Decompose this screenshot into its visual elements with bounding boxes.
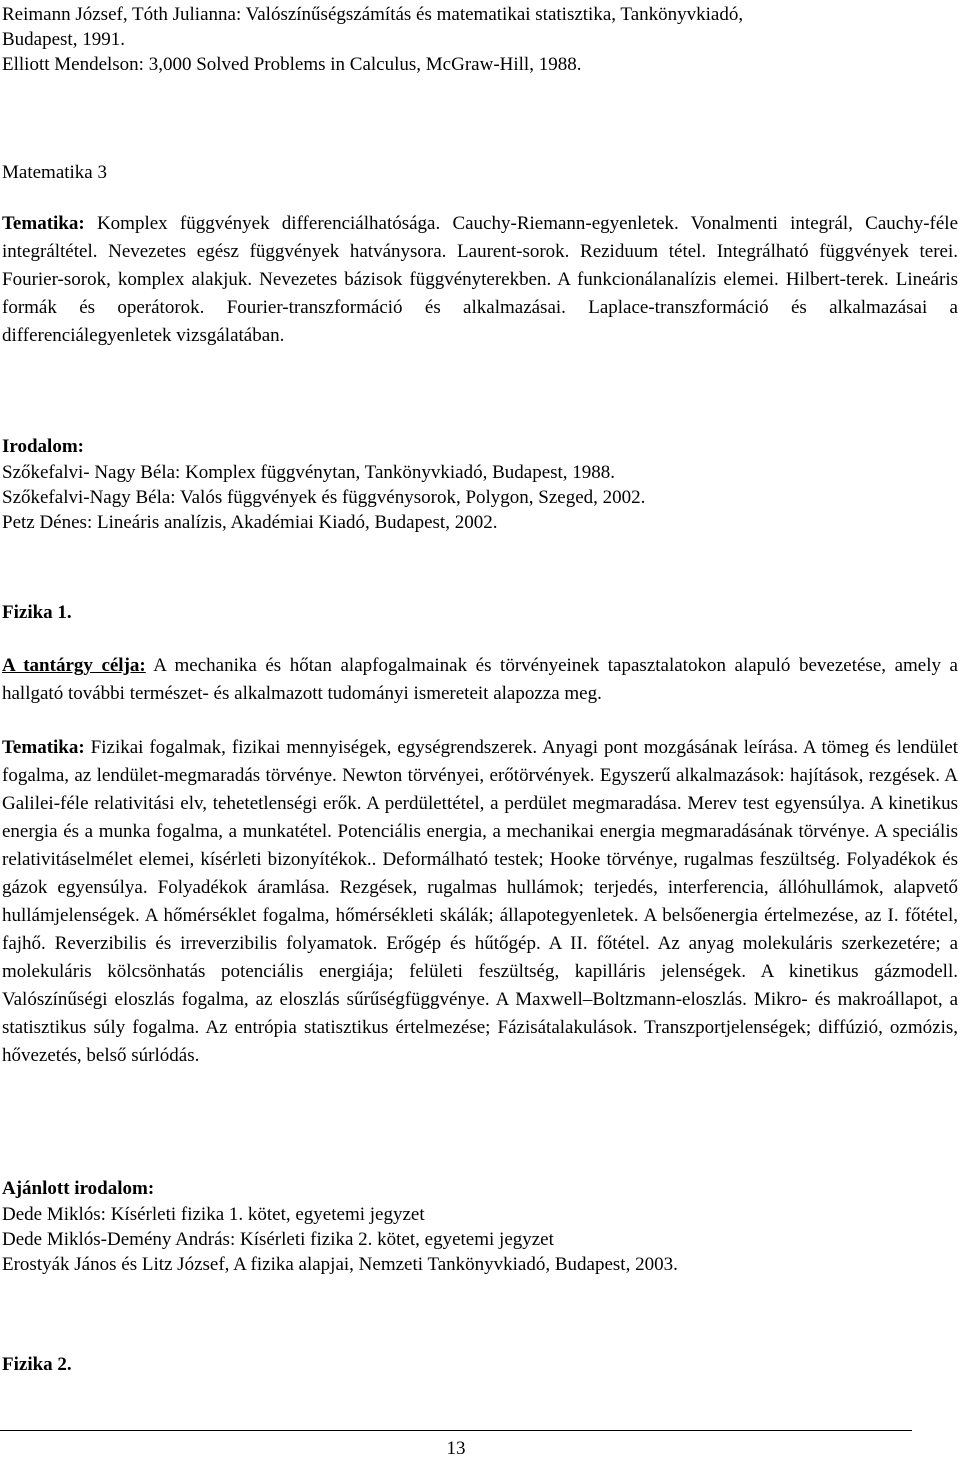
tematika-text: Komplex függvények differenciálhatósága. Cauchy-Riemann-egyenletek. Vonalmenti integrál, Cauchy-féle integráltétel. Nevezetes egész függvények hatványsora. Laurent-sorok. Reziduum tétel. Integrálható függvények terei. Fourier-sorok, komplex alakjuk. Nevezetes bázisok függvényterekben. A funkcionálanalízis elemei. Hilbert-terek. Lineáris formák és operátorok. Fourier-transzformáció és alkalmazásai. Laplace-transzformáció és alkalmazásai a differenciálegyenletek vizsgálatában. — [2, 213, 958, 346]
irodalom-label: Irodalom: — [2, 436, 84, 457]
reference-line: Elliott Mendelson: 3,000 Solved Problems in Calculus, McGraw-Hill, 1988. — [2, 54, 582, 75]
section-title-fizika2: Fizika 2. — [2, 1354, 72, 1375]
reference-line: Szőkefalvi- Nagy Béla: Komplex függvénytan, Tankönyvkiadó, Budapest, 1988. — [2, 462, 616, 483]
tematika-text: Fizikai fogalmak, fizikai mennyiségek, egységrendszerek. Anyagi pont mozgásának leírása. A tömeg és lendület fogalma, az lendület-megmaradás törvénye. Newton törvényei, erőtörvények. Egyszerű alkalmazások: hajítások, rezgések. A Galilei-féle relativitási elv, tehetetlenségi erők. A perdülettétel, a perdület megmaradása. Merev test egyensúlya. A kinetikus energia és a munka fogalma, a munkatétel. Potenciális energia, a mechanikai energia megmaradásának törvénye. A speciális relativitáselmélet elemei, kísérleti bizonyítékok.. Deformálható testek; Hooke törvénye, rugalmas feszültség. Folyadékok és gázok egyensúlya. Folyadékok áramlása. Rezgések, rugalmas hullámok; terjedés, interferencia, állóhullámok, alapvető hullámjelenségek. A hőmérséklet fogalma, hőmérsékleti skálák; állapotegyenletek. A belsőenergia értelmezése, az I. főtétel, fajhő. Reverzibilis és irreverzibilis folyamatok. Erőgép és hűtőgép. A II. főtétel. Az anyag molekuláris szerkezetére; a molekuláris kölcsönhatás potenciális energiája; felületi feszültség, kapilláris jelenségek. A kinetikus gázmodell. Valószínűségi eloszlás fogalma, az eloszlás sűrűségfüggvénye. A Maxwell–Boltzmann-eloszlás. Mikro- és makroállapot, a statisztikus súly fogalma. Az entrópia statisztikus értelmezése; Fázisátalakulások. Transzportjelenségek; diffúzió, ozmózis, hővezetés, belső súrlódás. — [2, 737, 958, 1066]
reference-line: Dede Miklós-Demény András: Kísérleti fizika 2. kötet, egyetemi jegyzet — [2, 1229, 554, 1250]
celja-text: A mechanika és hőtan alapfogalmainak és törvényeinek tapasztalatokon alapuló bevezetése, amely a hallgató további természet- és alkalmazott tudományi ismereteit alapozza meg. — [2, 655, 958, 704]
reference-line: Erostyák János és Litz József, A fizika alapjai, Nemzeti Tankönyvkiadó, Budapest, 2003. — [2, 1254, 678, 1275]
section-title-matematika3: Matematika 3 — [2, 162, 107, 183]
tematika-label: Tematika: — [2, 213, 85, 234]
matematika3-tematika — [2, 210, 958, 350]
celja-label: A tantárgy célja: — [2, 655, 146, 676]
reference-line: Petz Dénes: Lineáris analízis, Akadémiai Kiadó, Budapest, 2002. — [2, 512, 498, 533]
matematika3-irodalom-list — [2, 460, 958, 535]
fizika1-tematika — [2, 734, 958, 1070]
page-number: 13 — [446, 1438, 466, 1459]
reference-line: Dede Miklós: Kísérleti fizika 1. kötet, egyetemi jegyzet — [2, 1204, 425, 1225]
reference-line: Szőkefalvi-Nagy Béla: Valós függvények és függvénysorok, Polygon, Szeged, 2002. — [2, 487, 646, 508]
fizika1-celja — [2, 652, 958, 708]
tematika-label: Tematika: — [2, 737, 85, 758]
reference-line: Reimann József, Tóth Julianna: Valószínűségszámítás és matematikai statisztika, Tankönyvkiadó, — [2, 4, 744, 25]
reference-line: Budapest, 1991. — [2, 29, 125, 50]
fizika1-ajanlott-list — [2, 1202, 958, 1277]
references-top — [2, 2, 958, 77]
footer-divider — [0, 1430, 912, 1431]
ajanlott-irodalom-label: Ajánlott irodalom: — [2, 1178, 155, 1199]
section-title-fizika1: Fizika 1. — [2, 602, 72, 623]
